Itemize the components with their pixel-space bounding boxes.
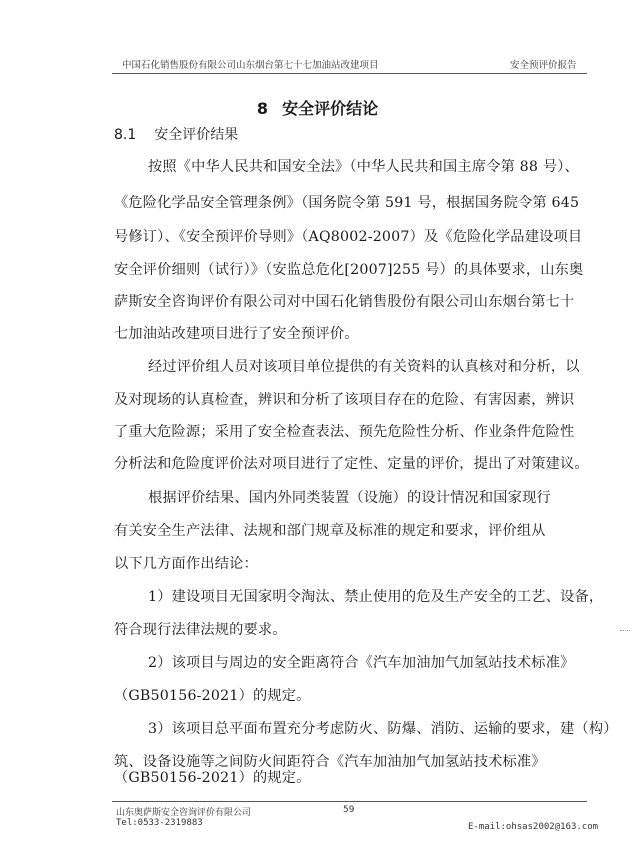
body-line: 号修订）、《安全预评价导则》（AQ8002-2007）及《危险化学品建设项目	[114, 229, 583, 245]
footer-company: 山东奥萨斯安全咨询评价有限公司	[116, 808, 252, 818]
header-report-title: 安全预评价报告	[510, 60, 577, 71]
section-heading	[114, 124, 238, 144]
page-number: 59	[343, 805, 355, 815]
body-line: 安全评价细则（试行）》（安监总危化[2007]255 号）的具体要求，山东奥	[114, 262, 584, 278]
chapter-number: 8	[256, 99, 269, 118]
body-line: 《危险化学品安全管理条例》（国务院令第 591 号，根据国务院令第 645	[114, 195, 580, 211]
chapter-heading	[0, 96, 635, 119]
body-line: 筑、设备设施等之间防火间距符合《汽车加油加气加氢站技术标准》	[114, 754, 546, 770]
body-line: 经过评价组人员对该项目单位提供的有关资料的认真核对和分析，以	[148, 359, 580, 375]
body-line: 符合现行法律法规的要求。	[114, 622, 287, 638]
body-line: 分析法和危险度评价法对项目进行了定性、定量的评价，提出了对策建议。	[114, 456, 589, 472]
body-line: （GB50156-2021）的规定。	[114, 770, 311, 786]
footer-rule	[112, 801, 587, 802]
body-line: 七加油站改建项目进行了安全预评价。	[114, 326, 359, 342]
header-rule	[112, 73, 587, 74]
body-line: 萨斯安全咨询评价有限公司对中国石化销售股份有限公司山东烟台第七十	[114, 294, 575, 310]
section-number: 8.1	[114, 127, 137, 143]
body-line: 根据评价结果、国内外同类装置（设施）的设计情况和国家现行	[148, 490, 551, 506]
chapter-title: 安全评价结论	[282, 99, 379, 118]
body-line: 及对现场的认真检查，辨识和分析了该项目存在的危险、有害因素，辨识	[114, 392, 575, 408]
body-line: 按照《中华人民共和国安全法》（中华人民共和国主席令第 88 号）、	[148, 159, 579, 175]
conclusion-item-3: 3）该项目总平面布置充分考虑防火、防爆、消防、运输的要求，建（构）	[148, 721, 618, 737]
margin-mark	[620, 630, 630, 632]
body-line: 了重大危险源；采用了安全检查表法、预先危险性分析、作业条件危险性	[114, 424, 575, 440]
header-project-title: 中国石化销售股份有限公司山东烟台第七十七加油站改建项目	[122, 60, 379, 71]
body-line: 以下几方面作出结论：	[114, 556, 258, 572]
body-line: 有关安全生产法律、法规和部门规章及标准的规定和要求，评价组从	[114, 523, 546, 539]
footer-email: E-mail:ohsas2002@163.com	[468, 822, 599, 832]
conclusion-item-2: 2）该项目与周边的安全距离符合《汽车加油加气加氢站技术标准》	[148, 655, 575, 671]
footer-tel: Tel:0533-2319883	[116, 818, 203, 828]
section-title: 安全评价结果	[154, 127, 239, 143]
conclusion-item-1: 1）建设项目无国家明令淘汰、禁止使用的危及生产安全的工艺、设备，	[148, 589, 604, 605]
body-line: （GB50156-2021）的规定。	[114, 688, 311, 704]
